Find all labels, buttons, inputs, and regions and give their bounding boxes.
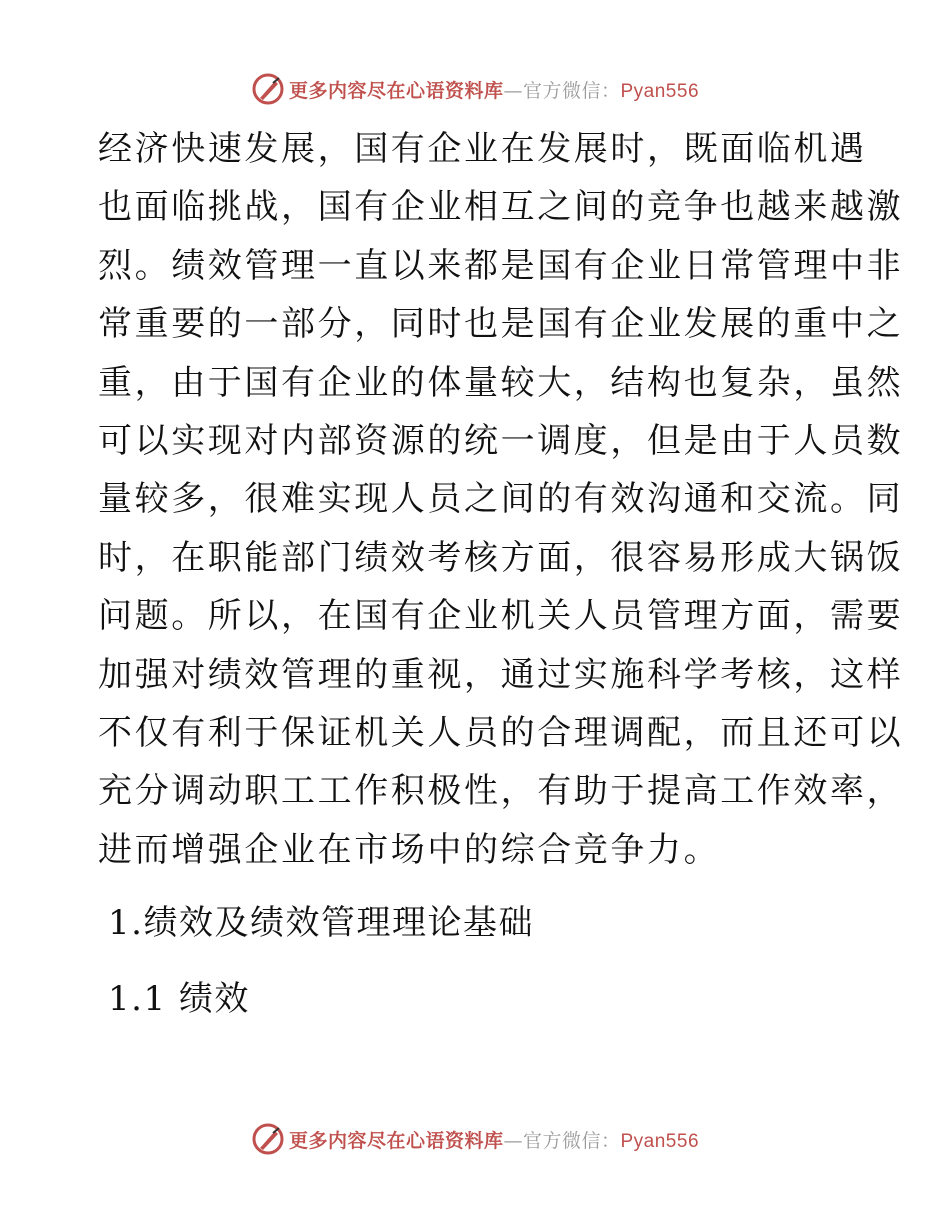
body-line: 常重要的一部分，同时也是国有企业发展的重中之 — [98, 304, 904, 345]
body-line: 重，由于国有企业的体量较大，结构也复杂，虽然 — [98, 362, 904, 403]
watermark-text — [289, 1126, 699, 1153]
body-line: 充分调动职工工作积极性，有助于提高工作效率， — [98, 771, 904, 812]
body-line: 可以实现对内部资源的统一调度，但是由于人员数 — [98, 421, 904, 462]
subsection-heading: 1.1 绩效 — [108, 979, 250, 1019]
body-paragraph — [98, 120, 904, 879]
watermark-gray-text: —官方微信： — [503, 1129, 621, 1152]
section-heading: 1.绩效及绩效管理理论基础 — [108, 903, 534, 943]
watermark-gray-text: —官方微信： — [503, 79, 621, 102]
watermark-banner-top — [0, 72, 950, 106]
body-line: 经济快速发展，国有企业在发展时，既面临机遇 — [98, 129, 867, 169]
watermark-id-text: Pyan556 — [620, 80, 700, 102]
watermark-banner-bottom — [0, 1122, 950, 1156]
watermark-id-text: Pyan556 — [620, 1130, 700, 1152]
watermark-red-text: 更多内容尽在心语资料库 — [288, 79, 504, 102]
body-line: 进而增强企业在市场中的综合竞争力。 — [98, 829, 721, 870]
body-line: 时，在职能部门绩效考核方面，很容易形成大锅饭 — [98, 537, 904, 578]
quill-pen-logo-icon — [251, 1122, 285, 1156]
body-line: 问题。所以，在国有企业机关人员管理方面，需要 — [98, 596, 904, 637]
quill-pen-logo-icon — [251, 72, 285, 106]
watermark-red-text: 更多内容尽在心语资料库 — [288, 1129, 504, 1152]
body-line: 量较多，很难实现人员之间的有效沟通和交流。同 — [98, 479, 904, 520]
watermark-text — [289, 76, 699, 103]
body-line: 不仅有利于保证机关人员的合理调配，而且还可以 — [98, 713, 904, 754]
body-line: 加强对绩效管理的重视，通过实施科学考核，这样 — [98, 654, 904, 695]
body-line: 也面临挑战，国有企业相互之间的竞争也越来越激 — [98, 187, 904, 228]
body-line: 烈。绩效管理一直以来都是国有企业日常管理中非 — [98, 245, 904, 286]
